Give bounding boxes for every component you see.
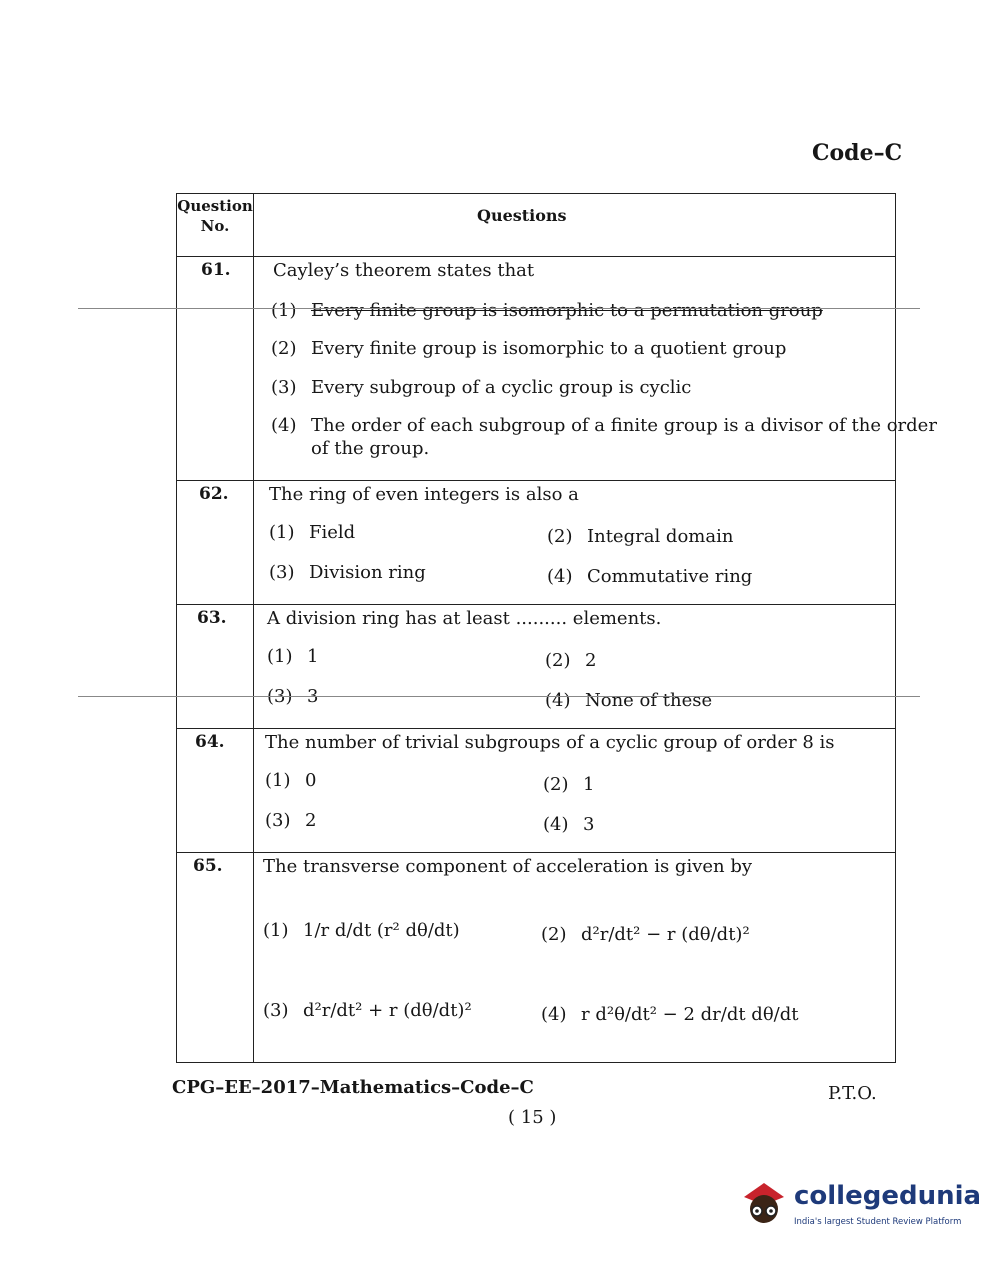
collegedunia-logo <box>736 1175 982 1235</box>
option-number: (1) <box>263 920 289 941</box>
option <box>271 377 691 398</box>
question-number: 63. <box>197 608 227 628</box>
option <box>267 646 318 667</box>
logo-tagline: India's largest Student Review Platform <box>794 1217 962 1227</box>
column-divider <box>253 194 254 1062</box>
option-number: (3) <box>263 1000 289 1021</box>
scan-artifact-line <box>78 308 920 309</box>
option-text: Every subgroup of a cyclic group is cyclic <box>311 377 692 398</box>
question-text: The transverse component of acceleration is given by <box>263 856 753 877</box>
header-no: No. <box>200 217 230 235</box>
option <box>545 690 712 711</box>
option-text: 3 <box>583 814 595 835</box>
question-no-header <box>177 196 253 236</box>
option-text: r d²θ/dt² − 2 dr/dt dθ/dt <box>581 1004 799 1025</box>
question-number: 62. <box>199 484 229 504</box>
option-number: (3) <box>271 377 297 398</box>
option <box>265 770 316 791</box>
option <box>263 920 460 941</box>
option-number: (3) <box>265 810 291 831</box>
option-text: d²r/dt² − r (dθ/dt)² <box>581 924 750 945</box>
row-divider <box>177 604 895 605</box>
option-text: Every finite group is isomorphic to a permutation group <box>311 300 823 321</box>
question-number: 65. <box>193 856 223 876</box>
option-text: Every finite group is isomorphic to a quotient group <box>311 338 787 359</box>
option <box>545 650 596 671</box>
row-divider <box>177 480 895 481</box>
question-text: The number of trivial subgroups of a cyclic group of order 8 is <box>265 732 835 753</box>
option-text: None of these <box>585 690 713 711</box>
option-text: Integral domain <box>587 526 734 547</box>
option <box>271 300 823 321</box>
option-number: (1) <box>265 770 291 791</box>
option <box>271 338 786 359</box>
option-text-continued: of the group. <box>311 438 430 459</box>
option-text: 2 <box>585 650 597 671</box>
footer-code: CPG–EE–2017–Mathematics–Code–C <box>172 1077 534 1098</box>
option <box>271 415 937 436</box>
question-text: Cayley’s theorem states that <box>273 260 535 281</box>
question-number: 64. <box>195 732 225 752</box>
question-table <box>176 193 937 1063</box>
option <box>547 526 733 547</box>
row-divider <box>177 728 895 729</box>
option <box>269 562 426 583</box>
option <box>543 774 594 795</box>
option <box>547 566 752 587</box>
option-number: (4) <box>543 814 569 835</box>
option-text: d²r/dt² + r (dθ/dt)² <box>303 1000 472 1021</box>
option-text: 2 <box>305 810 317 831</box>
row-divider <box>177 852 895 853</box>
option-text: 1/r d/dt (r² dθ/dt) <box>303 920 460 941</box>
page-number: ( 15 ) <box>508 1107 557 1128</box>
option-number: (2) <box>545 650 571 671</box>
option-number: (4) <box>541 1004 567 1025</box>
code-label: Code–C <box>812 140 903 166</box>
option-number: (1) <box>271 300 297 321</box>
option-number: (1) <box>267 646 293 667</box>
option <box>263 1000 472 1021</box>
question-number: 61. <box>201 260 231 280</box>
logo-name: collegedunia <box>794 1181 982 1211</box>
option-text: Field <box>309 522 356 543</box>
option <box>543 814 594 835</box>
option <box>541 1004 799 1025</box>
scan-artifact-line <box>78 696 920 697</box>
option-text: 1 <box>307 646 319 667</box>
option-text: 3 <box>307 686 319 707</box>
mascot-icon <box>736 1175 792 1231</box>
option-text: 0 <box>305 770 317 791</box>
option-text: The order of each subgroup of a finite group is a divisor of the order <box>311 415 937 436</box>
header-divider <box>177 256 895 257</box>
option-text: Division ring <box>309 562 426 583</box>
option-number: (4) <box>545 690 571 711</box>
option-number: (3) <box>267 686 293 707</box>
option-text: 1 <box>583 774 595 795</box>
option-number: (2) <box>543 774 569 795</box>
option-number: (2) <box>547 526 573 547</box>
question-text: The ring of even integers is also a <box>269 484 579 505</box>
option-number: (4) <box>271 415 297 436</box>
option <box>269 522 355 543</box>
option <box>541 924 750 945</box>
option-text: Commutative ring <box>587 566 753 587</box>
option-number: (2) <box>271 338 297 359</box>
questions-header: Questions <box>477 206 567 225</box>
footer-pto: P.T.O. <box>828 1083 877 1104</box>
option-number: (2) <box>541 924 567 945</box>
header-question: Question <box>177 197 253 215</box>
option <box>265 810 316 831</box>
option-number: (1) <box>269 522 295 543</box>
option-number: (3) <box>269 562 295 583</box>
option-number: (4) <box>547 566 573 587</box>
question-text: A division ring has at least ......... elements. <box>267 608 662 629</box>
